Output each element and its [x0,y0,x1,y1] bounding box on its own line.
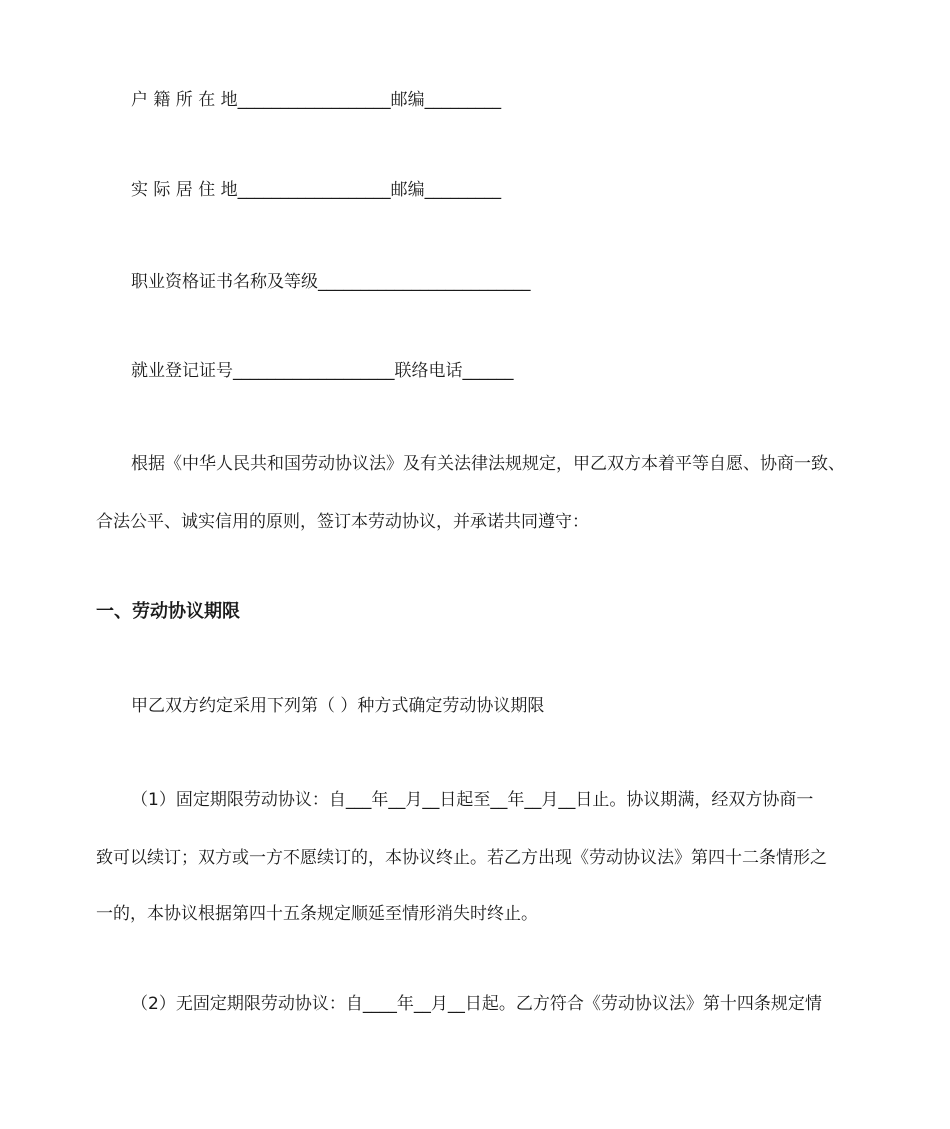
term-choice-text: 甲乙双方约定采用下列第（ ）种方式确定劳动协议期限 [131,696,545,716]
option-1-line-3: 一的，本协议根据第四十五条规定顺延至情形消失时终止。 [96,904,538,924]
option-1-line-1: （1）固定期限劳动协议：自___年__月__日起至__年__月__日止。协议期满，经双方协商一 [131,790,814,810]
employment-registration-field: 就业登记证号___________________联络电话______ [131,361,514,381]
qualification-certificate-field: 职业资格证书名称及等级_________________________ [131,272,531,292]
option-2-line-1: （2）无固定期限劳动协议：自____年__月__日起。乙方符合《劳动协议法》第十四条规定情 [131,994,822,1014]
actual-residence-field: 实 际 居 住 地__________________邮编_________ [131,180,502,200]
intro-paragraph-line-1: 根据《中华人民共和国劳动协议法》及有关法律法规规定，甲乙双方本着平等自愿、协商一致、 [131,454,845,474]
intro-paragraph-line-2: 合法公平、诚实信用的原则，签订本劳动协议，并承诺共同遵守： [96,512,589,532]
option-1-line-2: 致可以续订；双方或一方不愿续订的，本协议终止。若乙方出现《劳动协议法》第四十二条情形之 [96,848,827,868]
residence-registration-field: 户 籍 所 在 地__________________邮编_________ [131,90,502,110]
section-heading: 一、劳动协议期限 [96,601,240,622]
